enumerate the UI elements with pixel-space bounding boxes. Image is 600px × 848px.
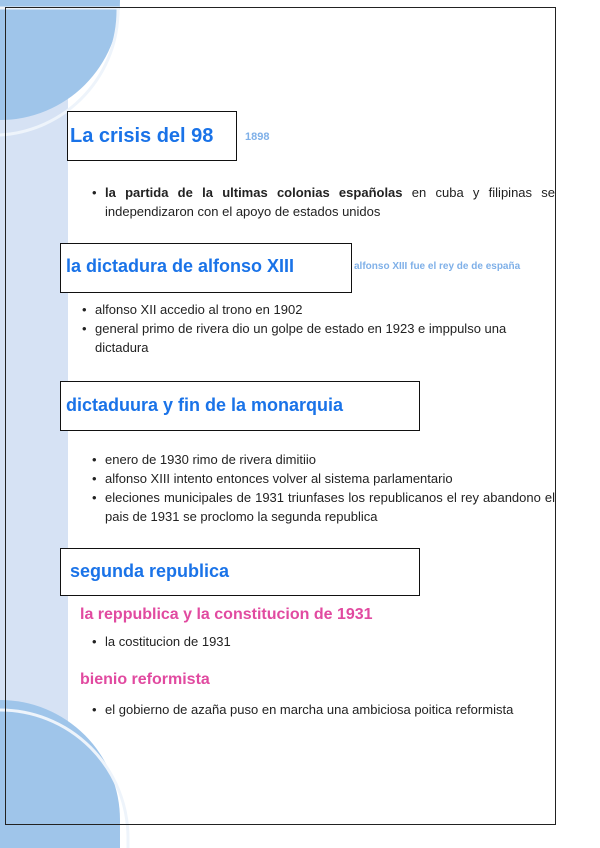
list-item: • enero de 1930 rimo de rivera dimitiio <box>90 450 555 469</box>
segunda-republica-heading: segunda republica <box>70 561 230 581</box>
list-item: • la costitucion de 1931 <box>90 632 550 651</box>
crisis-bullet-bold: la partida de la ultimas colonias españolas <box>105 185 403 200</box>
list-item: • general primo de rivera dio un golpe de estado en 1923 e imppulso una dictadura <box>80 319 550 357</box>
bienio-subheading: bienio reformista <box>80 671 210 688</box>
constitucion-subheading: la reppublica y la constitucion de 1931 <box>80 606 373 623</box>
list-item: • alfonso XII accedio al trono en 1902 <box>80 300 550 319</box>
list-item <box>90 183 555 221</box>
constitucion-bullet-list <box>90 632 550 651</box>
crisis-bullet-list <box>90 183 555 221</box>
crisis-heading: La crisis del 98 <box>70 125 214 147</box>
dictadura-heading: la dictadura de alfonso XIII <box>66 256 295 276</box>
crisis-year-note: 1898 <box>245 131 270 143</box>
list-item: • alfonso XIII intento entonces volver al sistema parlamentario <box>90 469 555 488</box>
bienio-bullet-list <box>90 700 555 719</box>
dictadura-bullet-list <box>80 300 550 357</box>
crisis-bullet-text: en cuba y filipinas se independizaron con el apoyo de estados unidos <box>105 185 556 219</box>
list-item: • el gobierno de azaña puso en marcha una ambiciosa poitica reformista <box>90 700 555 719</box>
fin-monarquia-bullet-list <box>90 450 555 526</box>
fin-monarquia-heading: dictaduura y fin de la monarquia <box>66 395 344 415</box>
dictadura-side-note: alfonso XIII fue el rey de de españa <box>354 261 521 272</box>
list-item: • eleciones municipales de 1931 triunfases los republicanos el rey abandono el pais de 1931 se proclomo la segunda republica <box>90 488 555 526</box>
